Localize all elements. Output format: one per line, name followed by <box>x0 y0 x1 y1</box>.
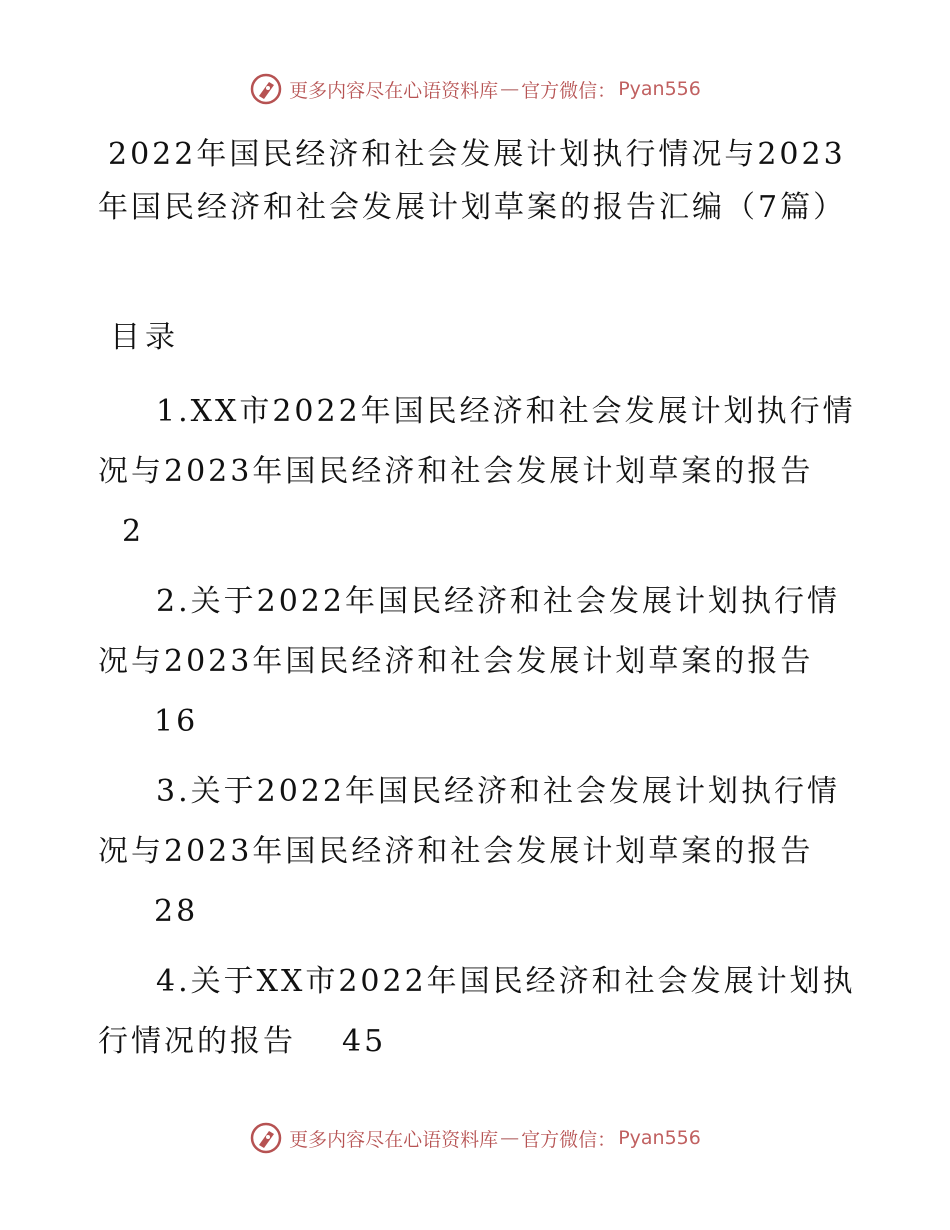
watermark-wechat-id: Pyan556 <box>618 78 701 100</box>
toc-entry-page: 2 <box>122 514 145 549</box>
watermark-wechat-label: 官方微信： <box>521 79 617 102</box>
document-title: 2022年国民经济和社会发展计划执行情况与2023年国民经济和社会发展计划草案的报告汇编（7篇） <box>98 137 847 225</box>
watermark-wechat-label: 官方微信： <box>521 1128 617 1151</box>
toc-entry-title: 3.关于2022年国民经济和社会发展计划执行情况与2023年国民经济和社会发展计划草案的报告 <box>98 774 840 869</box>
toc-entry-page: 16 <box>154 704 199 739</box>
toc-entry-page: 45 <box>342 1024 387 1059</box>
toc-entry-title: 1.XX市2022年国民经济和社会发展计划执行情况与2023年国民经济和社会发展计划草案的报告 <box>98 394 856 489</box>
watermark-wechat-id: Pyan556 <box>618 1127 701 1149</box>
toc-entry-title: 4.关于XX市2022年国民经济和社会发展计划执行情况的报告 <box>98 964 856 1059</box>
toc-entry-title: 2.关于2022年国民经济和社会发展计划执行情况与2023年国民经济和社会发展计划草案的报告 <box>98 584 840 679</box>
toc-entry-1[interactable] <box>98 382 858 562</box>
toc-entry-3[interactable] <box>98 762 858 942</box>
toc-entry-4[interactable] <box>98 952 858 1072</box>
watermark-text: 更多内容尽在心语资料库 <box>289 1128 499 1151</box>
pen-nib-logo-icon <box>249 72 283 106</box>
watermark-separator: — <box>500 78 520 100</box>
toc-heading: 目录 <box>110 320 180 355</box>
watermark-separator: — <box>500 1127 520 1149</box>
pen-nib-logo-icon <box>249 1121 283 1155</box>
watermark-footer <box>0 1121 950 1155</box>
watermark-text: 更多内容尽在心语资料库 <box>289 79 499 102</box>
watermark-header <box>0 72 950 106</box>
toc-entry-page: 28 <box>154 894 199 929</box>
toc-entry-2[interactable] <box>98 572 858 752</box>
